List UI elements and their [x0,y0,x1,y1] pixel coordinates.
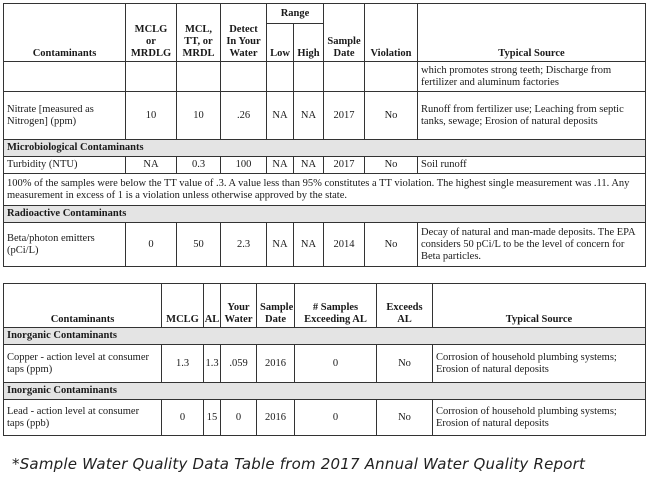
header-contaminants: Contaminants [4,4,126,62]
violation-cell: No [365,92,418,140]
mclg-cell: NA [126,157,177,174]
violation-cell: No [365,223,418,267]
detect-cell: 100 [221,157,267,174]
mclg-cell: 0 [162,400,204,436]
header-high: High [294,24,324,62]
header-violation: Violation [365,4,418,62]
mcl-cell: 10 [177,92,221,140]
your-water-cell: .059 [221,345,257,383]
samples-exceeding-cell: 0 [295,345,377,383]
header-typical-source: Typical Source [433,284,646,328]
turbidity-note: 100% of the samples were below the TT value of .3. A value less than 95% constitutes a TT violation. The highest single measurement was .11. Any measurement in excess of 1 is a violation unless otherwise approved by the state. [4,174,646,206]
sample-date-cell: 2017 [324,157,365,174]
table-row [4,345,646,383]
detect-cell: .26 [221,92,267,140]
header-detect: Detect In Your Water [221,4,267,62]
section-heading: Microbiological Contaminants [4,140,646,157]
contaminant-name: Nitrate [measured as Nitrogen] (ppm) [4,92,126,140]
header-range: Range [267,4,324,24]
header-low: Low [267,24,294,62]
source-cell: Corrosion of household plumbing systems; Erosion of natural deposits [433,400,646,436]
low-cell: NA [267,92,294,140]
high-cell: NA [294,223,324,267]
high-cell: NA [294,92,324,140]
contaminant-name: Copper - action level at consumer taps (ppm) [4,345,162,383]
your-water-cell: 0 [221,400,257,436]
source-cell: Corrosion of household plumbing systems; Erosion of natural deposits [433,345,646,383]
mcl-cell: 50 [177,223,221,267]
header-sample-date: Sample Date [257,284,295,328]
sample-date-cell: 2017 [324,92,365,140]
header-mcl: MCL, TT, or MRDL [177,4,221,62]
header-sample-date: Sample Date [324,4,365,62]
detect-cell: 2.3 [221,223,267,267]
section-heading: Radioactive Contaminants [4,206,646,223]
header-mclg: MCLG [162,284,204,328]
violation-cell: No [365,157,418,174]
source-cell: Soil runoff [418,157,646,174]
sample-date-cell: 2016 [257,345,295,383]
contaminant-name: Lead - action level at consumer taps (ppb) [4,400,162,436]
mclg-cell: 0 [126,223,177,267]
exceeds-al-cell: No [377,345,433,383]
low-cell: NA [267,223,294,267]
table-row [4,92,646,140]
samples-exceeding-cell: 0 [295,400,377,436]
header-your-water: Your Water [221,284,257,328]
section-heading: Inorganic Contaminants [4,328,646,345]
section-heading: Inorganic Contaminants [4,383,646,400]
mclg-cell: 1.3 [162,345,204,383]
sample-date-cell: 2016 [257,400,295,436]
sample-date-cell: 2014 [324,223,365,267]
header-mclg: MCLG or MRDLG [126,4,177,62]
low-cell: NA [267,157,294,174]
contaminant-name: Beta/photon emitters (pCi/L) [4,223,126,267]
exceeds-al-cell: No [377,400,433,436]
header-typical-source: Typical Source [418,4,646,62]
table-row [4,223,646,267]
table-row [4,400,646,436]
header-exceeds-al: Exceeds AL [377,284,433,328]
header-contaminants: Contaminants [4,284,162,328]
contaminant-name: Turbidity (NTU) [4,157,126,174]
source-cell: Decay of natural and man-made deposits. The EPA considers 50 pCi/L to be the level of concern for Beta particles. [418,223,646,267]
table-row [4,157,646,174]
mcl-cell: 0.3 [177,157,221,174]
high-cell: NA [294,157,324,174]
figure-caption: *Sample Water Quality Data Table from 2017 Annual Water Quality Report [12,455,586,473]
mclg-cell: 10 [126,92,177,140]
lead-copper-table [3,283,646,436]
header-al: AL [204,284,221,328]
water-quality-table [3,3,646,267]
header-samples-exceeding: # Samples Exceeding AL [295,284,377,328]
source-cell: which promotes strong teeth; Discharge from fertilizer and aluminum factories [418,62,646,92]
al-cell: 1.3 [204,345,221,383]
source-cell: Runoff from fertilizer use; Leaching from septic tanks, sewage; Erosion of natural deposits [418,92,646,140]
al-cell: 15 [204,400,221,436]
table-row [4,62,646,92]
